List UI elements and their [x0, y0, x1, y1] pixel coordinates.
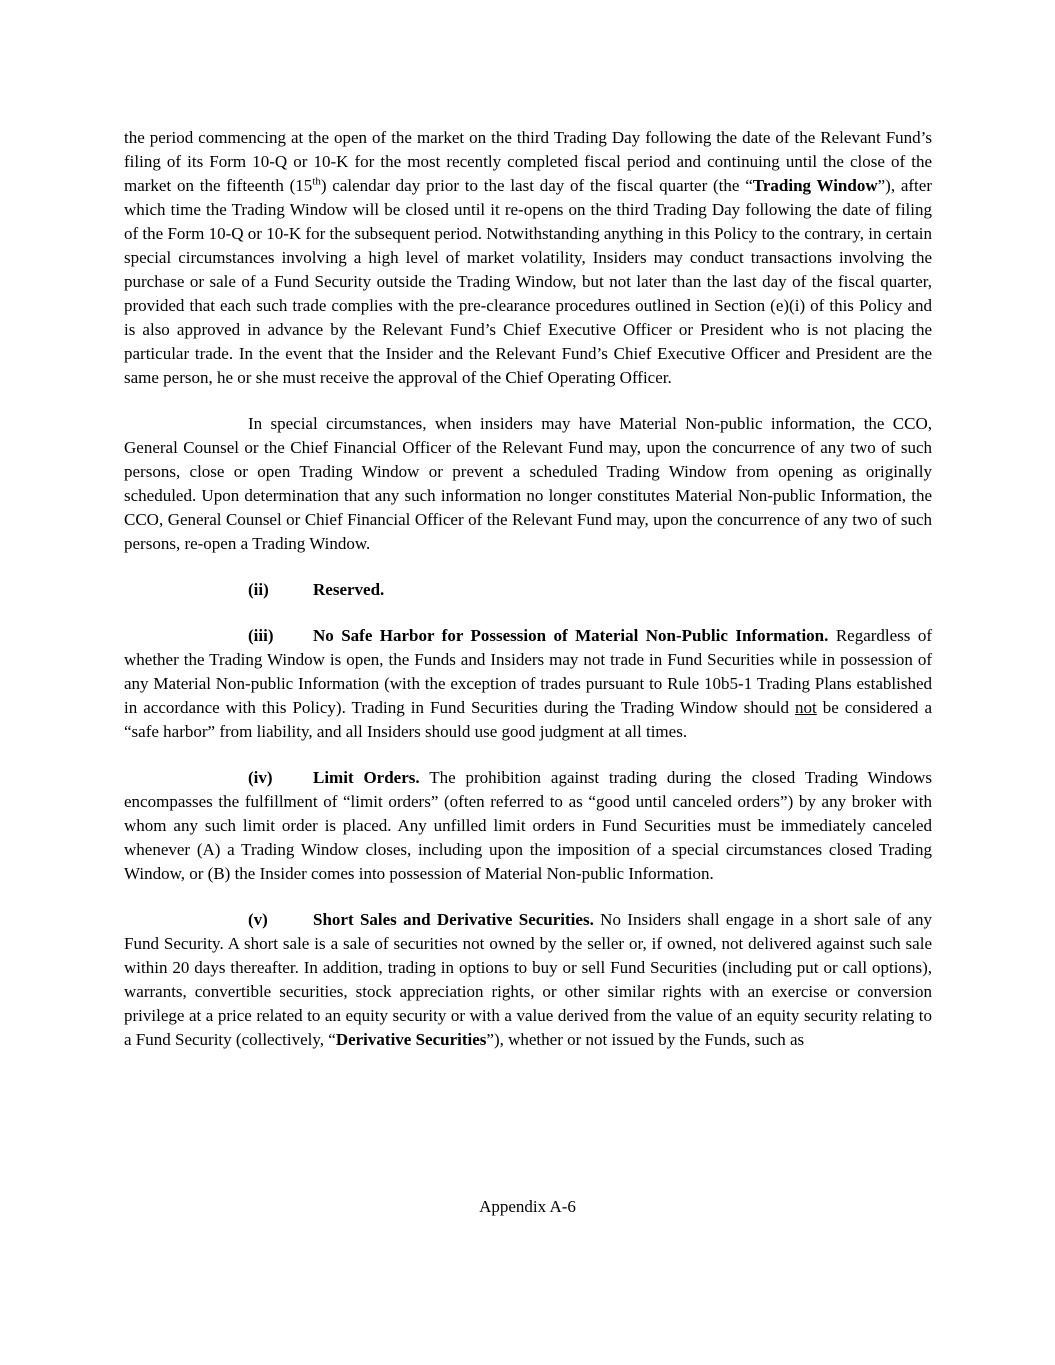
- text-run: Regardless of whether the Trading Window is open, the Funds and Insiders may not trade in Fund Securities while in possession of any Material Non-public Information (with the exception of trades pursuant to Rule 10b5-1 Trading Plans established in accordance with this Policy). Trading in Fund Securities during the Trading Window should: [124, 626, 932, 717]
- text-run: No Safe Harbor for Possession of Material Non-Public Information.: [313, 626, 829, 645]
- text-run: ”), whether or not issued by the Funds, such as: [486, 1030, 805, 1049]
- text-run: No Insiders shall engage in a short sale of any Fund Security. A short sale is a sale of securities not owned by the seller or, if owned, not delivered against such sale within 20 days thereafter. In addition, trading in options to buy or sell Fund Securities (including put or call options), warrants, convertible securities, stock appreciation rights, or other similar rights with an exercise or conversion privilege at a price related to an equity security or with a value derived from the value of an equity security relating to a Fund Security (collectively, “: [124, 910, 933, 1049]
- section-iii-no-safe-harbor: [124, 624, 932, 744]
- text-run: th: [312, 175, 321, 188]
- paragraph-number: (iii): [248, 626, 274, 645]
- document-body: [124, 126, 932, 1074]
- paragraph-number: (v): [248, 910, 268, 929]
- text-run: Short Sales and Derivative Securities.: [313, 910, 594, 929]
- text-run: not: [795, 698, 817, 717]
- section-iv-limit-orders: [124, 766, 932, 886]
- text-run: Trading Window: [752, 176, 878, 195]
- paragraph-trading-window: [124, 126, 932, 390]
- text-run: ) calendar day prior to the last day of the fiscal quarter (the “: [320, 176, 753, 195]
- paragraph-special-circumstances: [124, 412, 932, 556]
- section-v-short-sales: [124, 908, 932, 1052]
- paragraph-number: (ii): [248, 580, 269, 599]
- page-footer: Appendix A-6: [479, 1197, 576, 1216]
- paragraph-number: (iv): [248, 768, 273, 787]
- text-run: Limit Orders.: [313, 768, 420, 787]
- text-run: be considered a “safe harbor” from liability, and all Insiders should use good judgment at all times.: [124, 698, 932, 741]
- section-ii-reserved: [124, 578, 932, 602]
- text-run: In special circumstances, when insiders may have Material Non-public information, the CCO, General Counsel or the Chief Financial Officer of the Relevant Fund may, upon the concurrence of any two of such persons, close or open Trading Window or prevent a scheduled Trading Window from opening as originally scheduled. Upon determination that any such information no longer constitutes Material Non-public Information, the CCO, General Counsel or Chief Financial Officer of the Relevant Fund may, upon the concurrence of any two of such persons, re-open a Trading Window.: [124, 414, 932, 553]
- text-run: Reserved.: [313, 580, 385, 599]
- text-run: Derivative Securities: [335, 1030, 487, 1049]
- text-run: ”), after which time the Trading Window will be closed until it re-opens on the third Trading Day following the date of filing of the Form 10-Q or 10-K for the subsequent period. Notwithstanding anything in this Policy to the contrary, in certain special circumstances involving a high level of market volatility, Insiders may conduct transactions involving the purchase or sale of a Fund Security outside the Trading Window, but not later than the last day of the fiscal quarter, provided that each such trade complies with the pre-clearance procedures outlined in Section (e)(i) of this Policy and is also approved in advance by the Relevant Fund’s Chief Executive Officer or President who is not placing the particular trade. In the event that the Insider and the Relevant Fund’s Chief Executive Officer and President are the same person, he or she must receive the approval of the Chief Operating Officer.: [124, 176, 932, 387]
- text-run: the period commencing at the open of the market on the third Trading Day following the date of the Relevant Fund’s filing of its Form 10-Q or 10-K for the most recently completed fiscal period and continuing until the close of the market on the fifteenth (15: [124, 128, 932, 195]
- text-run: The prohibition against trading during the closed Trading Windows encompasses the fulfillment of “limit orders” (often referred to as “good until canceled orders”) by any broker with whom any such limit order is placed. Any unfilled limit orders in Fund Securities must be immediately canceled whenever (A) a Trading Window closes, including upon the imposition of a special circumstances closed Trading Window, or (B) the Insider comes into possession of Material Non-public Information.: [124, 768, 932, 883]
